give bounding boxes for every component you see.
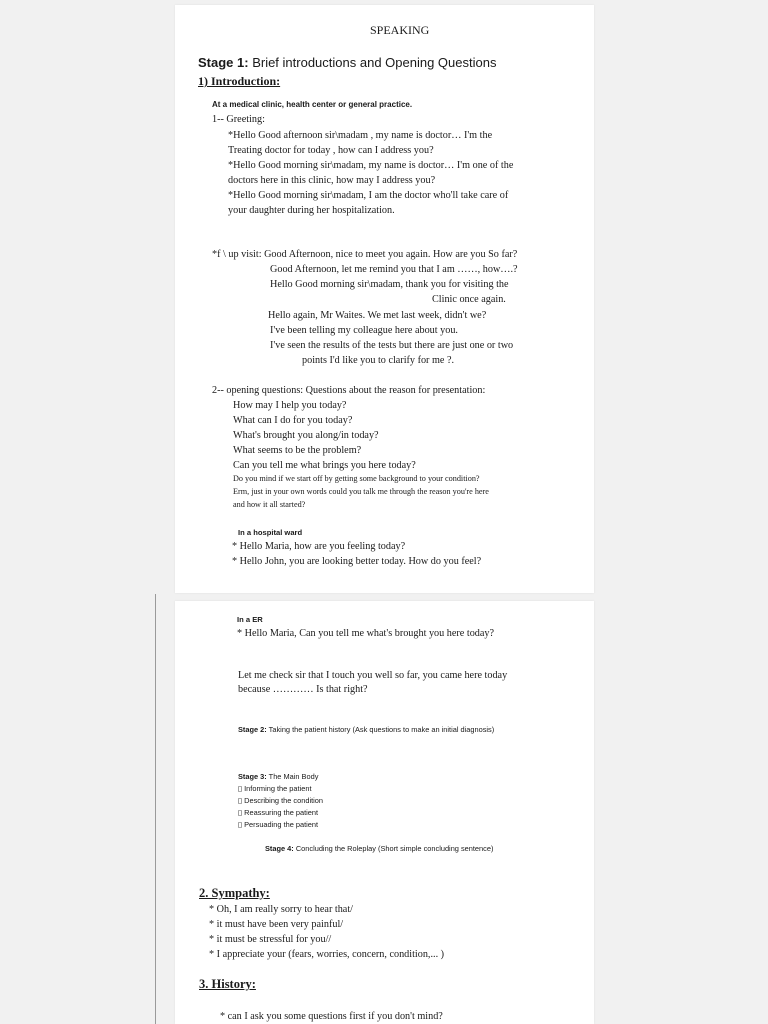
ward-line: * Hello Maria, how are you feeling today? bbox=[232, 541, 406, 552]
stage-3-item: ▯ Reassuring the patient bbox=[238, 808, 319, 817]
stage-3-item: ▯ Informing the patient bbox=[238, 784, 312, 793]
check-line: because ………… Is that right? bbox=[238, 684, 368, 695]
sympathy-line: * Oh, I am really sorry to hear that/ bbox=[209, 904, 353, 915]
stage-1-heading bbox=[198, 56, 496, 69]
history-heading: 3. History: bbox=[199, 977, 256, 991]
page-edge-divider bbox=[155, 594, 156, 1024]
opening-question: How may I help you today? bbox=[233, 400, 347, 411]
followup-line: *f \ up visit: Good Afternoon, nice to meet you again. How are you So far? bbox=[212, 249, 518, 260]
stage-3-item: ▯ Persuading the patient bbox=[238, 820, 319, 829]
stage-1-text: Brief introductions and Opening Questions bbox=[248, 55, 497, 70]
stage-2-prefix: Stage 2: bbox=[238, 725, 267, 734]
opening-question: What's brought you along/in today? bbox=[233, 430, 379, 441]
history-line: * can I ask you some questions first if you don't mind? bbox=[220, 1011, 443, 1022]
opening-question: Can you tell me what brings you here today? bbox=[233, 460, 416, 471]
introduction-heading: 1) Introduction: bbox=[198, 74, 281, 88]
sympathy-line: * it must be stressful for you// bbox=[209, 934, 332, 945]
setting-label: At a medical clinic, health center or general practice. bbox=[212, 100, 413, 109]
greeting-line: *Hello Good morning sir\madam, I am the doctor who'll take care of bbox=[228, 190, 509, 201]
document-page-2 bbox=[175, 601, 594, 1024]
stage-3-item: ▯ Describing the condition bbox=[238, 796, 323, 805]
ward-line: * Hello John, you are looking better today. How do you feel? bbox=[232, 556, 482, 567]
opening-questions-heading: 2-- opening questions: Questions about the reason for presentation: bbox=[212, 385, 486, 396]
stage-3-prefix: Stage 3: bbox=[238, 772, 267, 781]
stage-4-line bbox=[265, 845, 493, 852]
followup-line: Hello again, Mr Waites. We met last week, didn't we? bbox=[268, 310, 487, 321]
followup-line: points I'd like you to clarify for me ?. bbox=[302, 355, 455, 366]
ward-heading: In a hospital ward bbox=[238, 528, 303, 537]
opening-question: Do you mind if we start off by getting some background to your condition? bbox=[233, 474, 480, 483]
document-page-1 bbox=[175, 5, 594, 593]
stage-2-text: Taking the patient history (Ask questions to make an initial diagnosis) bbox=[266, 725, 495, 734]
page-title: SPEAKING bbox=[370, 23, 430, 37]
greeting-line: doctors here in this clinic, how may I address you? bbox=[228, 175, 436, 186]
stage-4-prefix: Stage 4: bbox=[265, 844, 294, 853]
greeting-label: 1-- Greeting: bbox=[212, 114, 265, 125]
er-heading: In a ER bbox=[237, 615, 263, 624]
opening-question: Erm, just in your own words could you talk me through the reason you're here bbox=[233, 487, 489, 496]
stage-1-prefix: Stage 1: bbox=[198, 55, 249, 70]
sympathy-line: * it must have been very painful/ bbox=[209, 919, 344, 930]
stage-3-text: The Main Body bbox=[266, 772, 319, 781]
followup-line: Clinic once again. bbox=[432, 294, 506, 305]
check-line: Let me check sir that I touch you well so far, you came here today bbox=[238, 670, 508, 681]
er-line: * Hello Maria, Can you tell me what's brought you here today? bbox=[237, 628, 495, 639]
stage-2-line bbox=[238, 726, 494, 733]
greeting-line: *Hello Good afternoon sir\madam , my name is doctor… I'm the bbox=[228, 130, 493, 141]
sympathy-line: * I appreciate your (fears, worries, concern, condition,... ) bbox=[209, 949, 445, 960]
opening-question: and how it all started? bbox=[233, 500, 306, 509]
greeting-line: *Hello Good morning sir\madam, my name is doctor… I'm one of the bbox=[228, 160, 514, 171]
followup-line: Hello Good morning sir\madam, thank you for visiting the bbox=[270, 279, 509, 290]
greeting-line: your daughter during her hospitalization. bbox=[228, 205, 395, 216]
sympathy-heading: 2. Sympathy: bbox=[199, 886, 270, 900]
followup-line: I've seen the results of the tests but there are just one or two bbox=[270, 340, 514, 351]
stage-4-text: Concluding the Roleplay (Short simple concluding sentence) bbox=[293, 844, 494, 853]
followup-line: I've been telling my colleague here about you. bbox=[270, 325, 458, 336]
stage-3-line bbox=[238, 773, 318, 780]
greeting-line: Treating doctor for today , how can I address you? bbox=[228, 145, 434, 156]
followup-line: Good Afternoon, let me remind you that I am ……, how….? bbox=[270, 264, 518, 275]
opening-question: What seems to be the problem? bbox=[233, 445, 362, 456]
opening-question: What can I do for you today? bbox=[233, 415, 353, 426]
